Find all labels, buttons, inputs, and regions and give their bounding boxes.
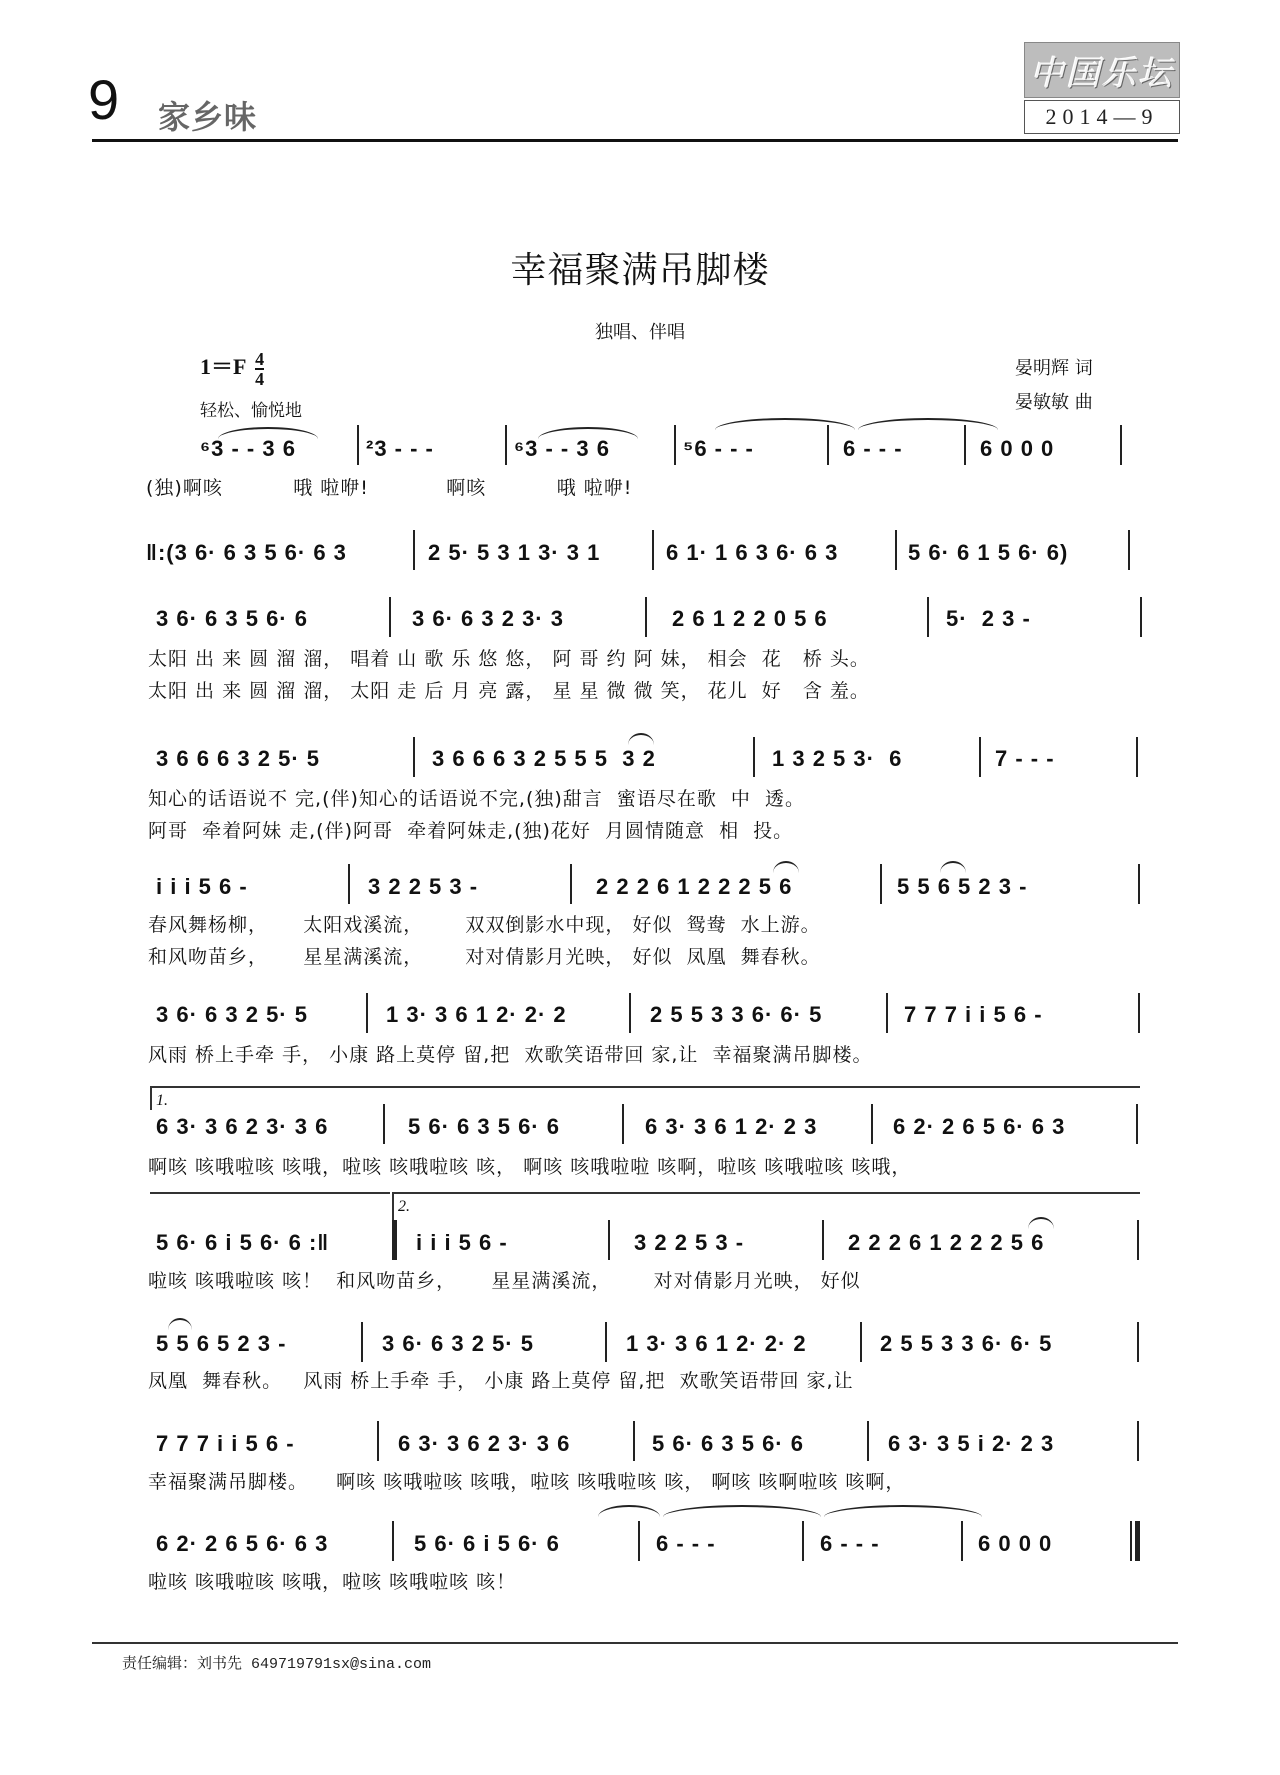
barline	[674, 425, 676, 465]
lyrics-line-1: 太阳 出 来 圆 溜 溜， 唱着 山 歌 乐 悠 悠， 阿 哥 约 阿 妹， 相会 花 桥 头。	[148, 648, 870, 670]
measure: 6 3· 3 6 2 3· 3 6	[398, 1431, 571, 1456]
slur	[628, 733, 654, 745]
measure: 5 5 6 5 2 3 -	[156, 1331, 287, 1356]
tie	[663, 1505, 821, 1517]
barline	[622, 1104, 624, 1144]
lyrics-line-2: 和风吻苗乡， 星星满溪流， 对对倩影月光映， 好似 凤凰 舞春秋。	[148, 946, 821, 968]
tie	[715, 418, 855, 430]
magazine-logo: 中国乐坛	[1024, 42, 1180, 98]
measure: 1 3 2 5 3· 6	[772, 746, 903, 771]
barline	[827, 425, 829, 465]
lyricist: 晏明辉 词	[1015, 358, 1093, 379]
measure: 6 3· 3 6 1 2· 2 3	[645, 1114, 818, 1139]
lyrics-line: 凤凰 舞春秋。 风雨 桥上手牵 手， 小康 路上莫停 留,把 欢歌笑语带回 家,让	[148, 1370, 854, 1392]
measure: i i i 5 6 -	[416, 1230, 508, 1255]
barline	[802, 1521, 804, 1561]
barline	[1137, 1421, 1139, 1461]
barline	[927, 597, 929, 637]
measure: 2 5 5 3 3 6· 6· 5	[650, 1002, 823, 1027]
barline	[961, 1521, 963, 1561]
measure: 5 5 6 5 2 3 -	[897, 874, 1028, 899]
lyrics-line-2: 阿哥 牵着阿妹 走,(伴)阿哥 牵着阿妹走,(独)花好 月圆情随意 相 投。	[148, 820, 794, 842]
barline	[1136, 737, 1138, 777]
measure: 3 2 2 5 3 -	[634, 1230, 745, 1255]
lyrics-line: 啊咳 咳哦啦咳 咳哦，啦咳 咳哦啦咳 咳， 啊咳 咳哦啦啦 咳啊，啦咳 咳哦啦咳 咳哦，	[148, 1156, 912, 1178]
measure: 6 - - -	[820, 1531, 880, 1556]
lyrics-line-1: 春风舞杨柳， 太阳戏溪流， 双双倒影水中现， 好似 鸳鸯 水上游。	[148, 914, 821, 936]
slur	[773, 861, 799, 873]
lyrics-line: 啦咳 咳哦啦咳 咳哦，啦咳 咳哦啦咳 咳！	[148, 1571, 517, 1593]
measure: ⁶3 - - 3 6	[514, 436, 610, 461]
volta-bracket-1	[150, 1086, 1140, 1088]
measure: 5 6· 6 i 5 6· 6 :‖	[156, 1230, 330, 1255]
barline	[348, 864, 350, 904]
barline	[377, 1421, 379, 1461]
measure: 6 - - -	[656, 1531, 716, 1556]
measure: 7 7 7 i i 5 6 -	[904, 1002, 1043, 1027]
barline	[1138, 993, 1140, 1033]
key-signature	[200, 350, 264, 388]
credits	[1015, 352, 1093, 420]
measure: 5 6· 6 1 5 6· 6)	[908, 540, 1069, 565]
barline	[413, 530, 415, 570]
volta-1-label: 1.	[156, 1092, 168, 1109]
measure: 5 6· 6 3 5 6· 6	[652, 1431, 804, 1456]
tempo-marking: 轻松、愉悦地	[200, 401, 302, 421]
measure: 2 2 2 6 1 2 2 2 5 6	[596, 874, 793, 899]
measure: 3 6· 6 3 2 3· 3	[412, 606, 564, 631]
barline	[633, 1421, 635, 1461]
measure: 6 - - -	[843, 436, 903, 461]
measure: 6 0 0 0	[980, 436, 1055, 461]
time-signature-top: 4	[255, 349, 265, 369]
measure: 6 1· 1 6 3 6· 6 3	[666, 540, 839, 565]
barline	[1136, 1104, 1138, 1144]
measure: 7 - - -	[995, 746, 1055, 771]
volta-2-label: 2.	[398, 1198, 410, 1215]
barline	[1120, 425, 1122, 465]
barline	[383, 1104, 385, 1144]
barline	[361, 1322, 363, 1362]
measure: 1 3· 3 6 1 2· 2· 2	[626, 1331, 807, 1356]
barline	[1137, 1322, 1139, 1362]
measure: 6 2· 2 6 5 6· 6 3	[893, 1114, 1066, 1139]
barline	[886, 993, 888, 1033]
barline	[392, 1521, 394, 1561]
measure: 3 6 6 6 3 2 5 5 5 3 2	[432, 746, 656, 771]
barline	[1138, 864, 1140, 904]
measure: 2 5· 5 3 1 3· 3 1	[428, 540, 601, 565]
time-signature	[255, 350, 264, 388]
lyrics-line: 风雨 桥上手牵 手， 小康 路上莫停 留,把 欢歌笑语带回 家,让 幸福聚满吊脚楼。	[148, 1044, 873, 1066]
barline	[1137, 1220, 1139, 1260]
barline	[871, 1104, 873, 1144]
measure: 5 6· 6 i 5 6· 6	[414, 1531, 560, 1556]
barline	[608, 1220, 610, 1260]
final-barline-thick	[1135, 1521, 1140, 1561]
measure: 6 0 0 0	[978, 1531, 1053, 1556]
barline	[413, 737, 415, 777]
measure: 3 6· 6 3 2 5· 5	[382, 1331, 534, 1356]
measure: 2 2 2 6 1 2 2 2 5 6	[848, 1230, 1045, 1255]
measure: 6 3· 3 6 2 3· 3 6	[156, 1114, 329, 1139]
measure: 3 6· 6 3 2 5· 5	[156, 1002, 308, 1027]
lyrics-line-2: 太阳 出 来 圆 溜 溜， 太阳 走 后 月 亮 露， 星 星 微 微 笑， 花儿 好 含 羞。	[148, 680, 870, 702]
measure: i i i 5 6 -	[156, 874, 248, 899]
measure: ‖:(3 6· 6 3 5 6· 6 3	[146, 540, 347, 565]
editor-credit: 责任编辑：刘书先 649719791sx@sina.com	[122, 1656, 432, 1673]
barline	[822, 1220, 824, 1260]
measure: 7 7 7 i i 5 6 -	[156, 1431, 295, 1456]
lyrics-line: 啦咳 咳哦啦咳 咳！ 和风吻苗乡， 星星满溪流， 对对倩影月光映， 好似	[148, 1270, 861, 1292]
final-barline-thin	[1130, 1521, 1132, 1561]
barline	[505, 425, 507, 465]
lyrics-line: 幸福聚满吊脚楼。 啊咳 咳哦啦咳 咳哦，啦咳 咳哦啦咳 咳， 啊咳 咳啊啦咳 咳啊，	[148, 1471, 906, 1493]
volta-bracket-1-edge	[150, 1086, 152, 1110]
slur	[940, 861, 966, 873]
song-title: 幸福聚满吊脚楼	[510, 250, 770, 291]
measure: 3 6 6 6 3 2 5· 5	[156, 746, 320, 771]
barline	[880, 864, 882, 904]
measure: 5 6· 6 3 5 6· 6	[408, 1114, 560, 1139]
measure: ⁵6 - - -	[683, 436, 754, 461]
barline	[389, 597, 391, 637]
footer-divider	[92, 1642, 1178, 1644]
key-label: 1＝F	[200, 354, 246, 380]
page-number: 9	[88, 68, 120, 131]
barline	[652, 530, 654, 570]
barline	[1128, 530, 1130, 570]
barline	[964, 425, 966, 465]
barline	[895, 530, 897, 570]
composer: 晏敏敏 曲	[1015, 392, 1093, 413]
barline	[1140, 597, 1142, 637]
barline	[357, 425, 359, 465]
measure: ⁶3 - - 3 6	[200, 436, 296, 461]
tie	[858, 418, 998, 430]
tie	[824, 1505, 982, 1517]
song-subtitle: 独唱、伴唱	[595, 322, 685, 343]
volta-bracket-2	[392, 1192, 1140, 1194]
barline	[867, 1421, 869, 1461]
lyrics-line: (独)啊咳 哦 啦咿! 啊咳 哦 啦咿!	[146, 477, 633, 499]
measure: 5· 2 3 -	[946, 606, 1031, 631]
slur	[1028, 1217, 1054, 1229]
barline	[366, 993, 368, 1033]
barline	[753, 737, 755, 777]
issue-date: 2014—9	[1024, 100, 1180, 134]
barline	[860, 1322, 862, 1362]
measure: 1 3· 3 6 1 2· 2· 2	[386, 1002, 567, 1027]
time-signature-bottom: 4	[255, 369, 265, 389]
repeat-end-barline	[392, 1220, 397, 1260]
measure: 2 5 5 3 3 6· 6· 5	[880, 1331, 1053, 1356]
measure: 6 3· 3 5 i 2· 2 3	[888, 1431, 1055, 1456]
measure: 3 2 2 5 3 -	[368, 874, 479, 899]
measure: 3 6· 6 3 5 6· 6	[156, 606, 308, 631]
barline	[645, 597, 647, 637]
measure: ²3 - - -	[366, 436, 434, 461]
volta-bracket-1-end	[150, 1192, 390, 1194]
tie	[598, 1505, 660, 1517]
barline	[570, 864, 572, 904]
barline	[605, 1322, 607, 1362]
lyrics-line-1: 知心的话语说不 完,(伴)知心的话语说不完,(独)甜言 蜜语尽在歌 中 透。	[148, 788, 806, 810]
barline	[638, 1521, 640, 1561]
barline	[979, 737, 981, 777]
measure: 6 2· 2 6 5 6· 6 3	[156, 1531, 329, 1556]
slur	[168, 1318, 192, 1330]
measure: 2 6 1 2 2 0 5 6	[672, 606, 828, 631]
header-divider	[92, 139, 1178, 142]
section-title: 家乡味	[158, 98, 258, 136]
barline	[629, 993, 631, 1033]
